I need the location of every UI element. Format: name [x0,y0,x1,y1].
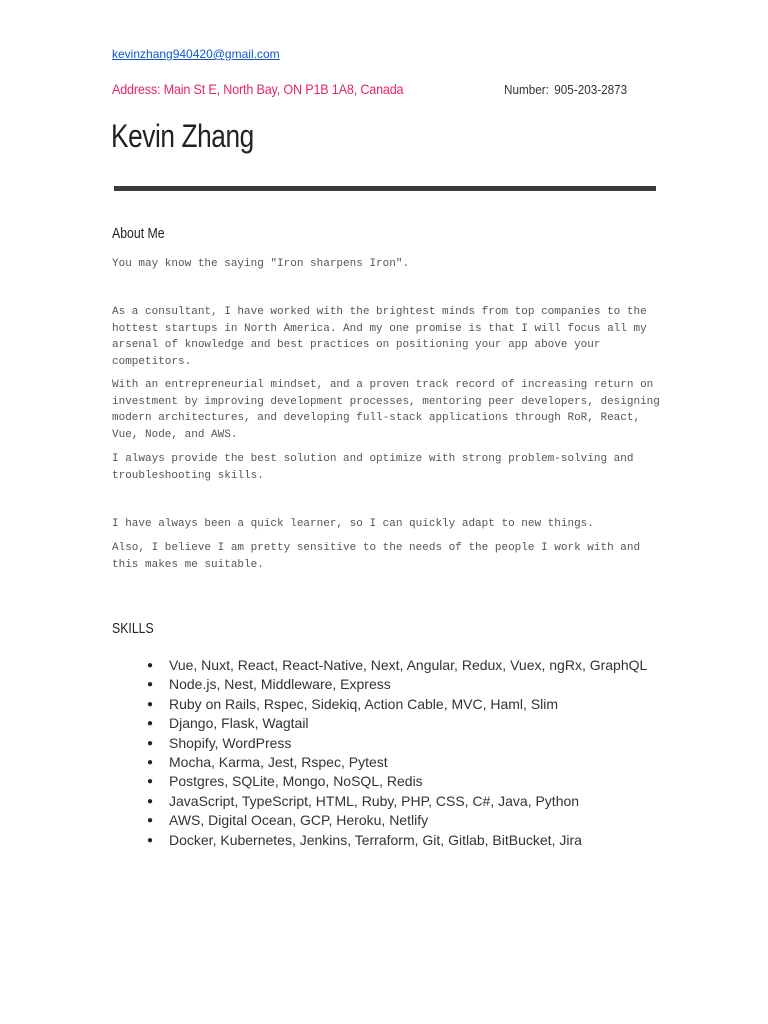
about-paragraph: As a consultant, I have worked with the brightest minds from top companies to the hottest startups in North America. And my one promise is that I will focus all my arsenal of knowledge and best practices on positioning your app above your competitors. [112,306,647,368]
about-heading: About Me [112,225,165,242]
about-paragraph: I have always been a quick learner, so I can quickly adapt to new things. [112,518,594,530]
list-item [112,656,647,675]
list-item [112,714,647,733]
list-item [112,792,647,811]
bullet-icon: ● [147,679,154,691]
skill-text: Postgres, SQLite, Mongo, NoSQL, Redis [169,773,423,790]
skills-list [112,656,647,850]
list-item [112,734,647,753]
skill-text: Mocha, Karma, Jest, Rspec, Pytest [169,753,388,770]
skill-text: Node.js, Nest, Middleware, Express [169,676,391,693]
list-item [112,675,647,694]
skill-text: Shopify, WordPress [169,734,292,751]
bullet-icon: ● [147,698,154,710]
skill-text: Vue, Nuxt, React, React-Native, Next, Angular, Redux, Vuex, ngRx, GraphQL [169,657,648,673]
header-divider [114,186,656,191]
email-link[interactable]: kevinzhang940420@gmail.com [112,47,280,61]
about-paragraph: You may know the saying "Iron sharpens Iron". [112,258,410,270]
list-item [112,772,647,791]
list-item [112,811,647,830]
about-paragraph: I always provide the best solution and optimize with strong problem-solving and troubleshooting skills. [112,453,634,482]
page-title: Kevin Zhang [111,118,254,154]
phone-value: 905-203-2873 [554,82,628,97]
bullet-icon: ● [147,815,154,827]
skill-text: Ruby on Rails, Rspec, Sidekiq, Action Cable, MVC, Haml, Slim [169,695,559,712]
bullet-icon: ● [147,795,154,807]
about-paragraph: Also, I believe I am pretty sensitive to the needs of the people I work with and this makes me suitable. [112,542,641,571]
phone-label: Number: [504,82,549,97]
skill-text: JavaScript, TypeScript, HTML, Ruby, PHP, CSS, C#, Java, Python [169,792,580,809]
bullet-icon: ● [147,718,154,730]
about-paragraph: With an entrepreneurial mindset, and a proven track record of increasing return on investment by improving development processes, mentoring peer developers, designing modern architectures, and developing full-stack applications through RoR, React, Vue, Node, and AWS. [112,379,660,441]
skills-heading: SKILLS [112,620,154,637]
list-item [112,753,647,772]
list-item [112,831,647,850]
skill-text: AWS, Digital Ocean, GCP, Heroku, Netlify [169,812,429,829]
bullet-icon: ● [147,834,154,846]
list-item [112,695,647,714]
bullet-icon: ● [147,737,154,749]
phone-number [504,82,627,97]
bullet-icon: ● [147,776,154,788]
bullet-icon: ● [147,756,154,768]
bullet-icon: ● [147,660,154,671]
address-text: Address: Main St E, North Bay, ON P1B 1A8, Canada [112,81,404,97]
skill-text: Django, Flask, Wagtail [169,715,309,732]
skill-text: Docker, Kubernetes, Jenkins, Terraform, Git, Gitlab, BitBucket, Jira [169,831,582,848]
